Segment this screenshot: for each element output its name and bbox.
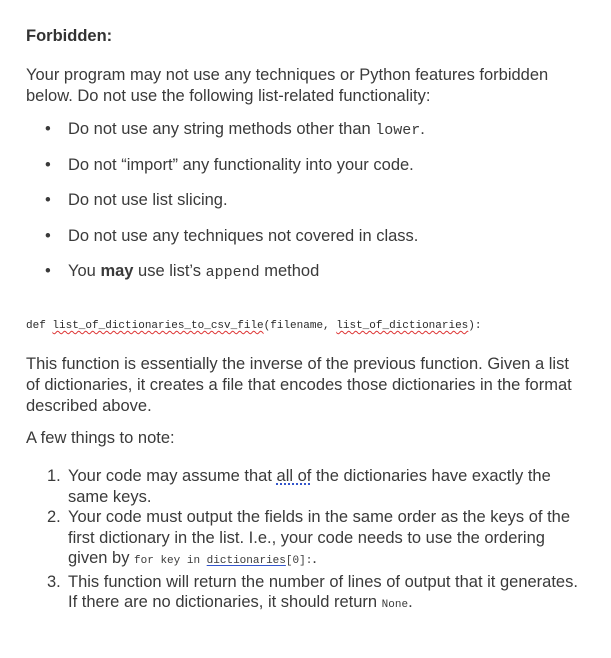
- inline-code: append: [205, 264, 260, 281]
- list-number: 3.: [47, 572, 61, 591]
- emphasis: may: [100, 262, 134, 280]
- intro-paragraph: Your program may not use any techniques or Python features forbidden below. Do not use the following list-related functionality:: [26, 66, 549, 105]
- bullet-icon: •: [45, 120, 51, 138]
- param-name: list_of_dictionaries: [336, 320, 469, 332]
- list-item: • Do not use list slicing.: [45, 191, 228, 209]
- list-item: • Do not “import” any functionality into your code.: [45, 155, 414, 174]
- bullet-icon: •: [45, 226, 51, 245]
- list-item: 1. Your code may assume that all of the dictionaries have exactly the same keys.: [47, 467, 551, 506]
- list-item: • Do not use any string methods other than lower.: [45, 120, 425, 139]
- list-item: 2. Your code must output the fields in the same order as the keys of the first dictionary in the list. I.e., your code needs to use the ordering given by for key in dictionaries[0]:.: [47, 508, 571, 567]
- inline-code: None: [381, 599, 409, 611]
- flagged-text: all of: [276, 467, 312, 485]
- list-item: • You may use list’s append method: [45, 262, 320, 281]
- list-item: • Do not use any techniques not covered in class.: [45, 226, 419, 245]
- list-number: 1.: [47, 467, 61, 485]
- notes-title: A few things to note:: [26, 429, 175, 447]
- section-heading: Forbidden:: [26, 27, 113, 45]
- function-description: This function is essentially the inverse of the previous function. Given a list of dictionaries, it creates a file that encodes those dictionaries in the format described above.: [26, 355, 572, 415]
- inline-code: for key in dictionaries[0]:: [134, 555, 313, 567]
- bullet-icon: •: [45, 155, 51, 174]
- function-name: list_of_dictionaries_to_csv_file: [52, 320, 264, 332]
- notes-list: [26, 466, 586, 616]
- bullet-icon: •: [45, 191, 51, 209]
- bullet-icon: •: [45, 262, 51, 280]
- list-number: 2.: [47, 508, 61, 526]
- inline-code: lower: [375, 122, 421, 139]
- function-signature: def list_of_dictionaries_to_csv_file(filename, list_of_dictionaries):: [26, 320, 482, 332]
- list-item: 3. This function will return the number of lines of output that it generates. If there are no dictionaries, it should return None.: [47, 572, 578, 611]
- forbidden-list: [26, 119, 425, 297]
